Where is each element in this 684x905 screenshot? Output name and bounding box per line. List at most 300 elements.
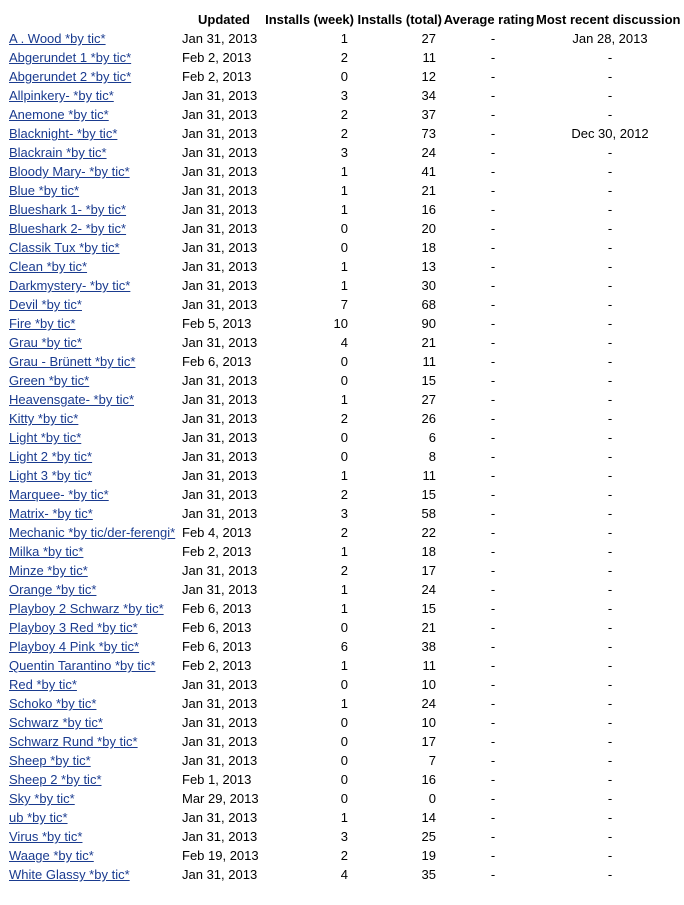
name-cell (6, 561, 178, 580)
theme-link[interactable]: Quentin Tarantino *by tic* (9, 658, 156, 673)
installs-total-cell: 10 (421, 677, 436, 692)
table-row (6, 713, 684, 732)
name-cell (6, 732, 178, 751)
installs-total-cell: 11 (422, 50, 436, 65)
recent-discussion-cell: - (607, 468, 613, 483)
installs-total-cell: 35 (421, 867, 436, 882)
average-rating-cell: - (490, 31, 496, 46)
theme-link[interactable]: Light *by tic* (9, 430, 82, 445)
table-row (6, 447, 684, 466)
recent-discussion-cell: - (607, 430, 613, 445)
table-row (6, 770, 684, 789)
installs-week-cell: 0 (340, 677, 348, 692)
name-cell (6, 542, 178, 561)
installs-week-cell: 2 (340, 411, 348, 426)
updated-cell: Jan 31, 2013 (182, 145, 258, 160)
installs-total-cell: 18 (421, 240, 436, 255)
average-rating-cell: - (490, 449, 496, 464)
updated-cell: Feb 6, 2013 (182, 354, 252, 369)
table-row (6, 466, 684, 485)
recent-discussion-cell: - (607, 88, 613, 103)
theme-link[interactable]: Matrix- *by tic* (9, 506, 93, 521)
average-rating-cell: - (490, 221, 496, 236)
recent-discussion-cell: - (607, 240, 613, 255)
name-cell (6, 162, 178, 181)
recent-discussion-cell: - (607, 563, 613, 578)
installs-total-cell: 20 (421, 221, 436, 236)
updated-cell: Jan 31, 2013 (182, 696, 258, 711)
table-row (6, 732, 684, 751)
average-rating-cell: - (490, 772, 496, 787)
recent-discussion-cell: - (607, 506, 613, 521)
average-rating-cell: - (490, 69, 496, 84)
average-rating-cell: - (490, 145, 496, 160)
name-cell (6, 428, 178, 447)
installs-total-cell: 37 (421, 107, 436, 122)
name-cell (6, 200, 178, 219)
updated-cell: Jan 31, 2013 (182, 107, 258, 122)
recent-discussion-cell: - (607, 221, 613, 236)
recent-discussion-cell: - (607, 411, 613, 426)
name-cell (6, 333, 178, 352)
installs-week-cell: 2 (340, 563, 348, 578)
average-rating-cell: - (490, 487, 496, 502)
table-row (6, 257, 684, 276)
theme-link[interactable]: Schwarz *by tic* (9, 715, 103, 730)
table-row (6, 675, 684, 694)
theme-link[interactable]: Heavensgate- *by tic* (9, 392, 135, 407)
header-installs-total: Installs (total) (357, 12, 442, 27)
theme-link[interactable]: Schoko *by tic* (9, 696, 97, 711)
average-rating-cell: - (490, 392, 496, 407)
table-row (6, 181, 684, 200)
installs-week-cell: 0 (340, 715, 348, 730)
installs-week-cell: 1 (340, 259, 348, 274)
table-header (6, 10, 684, 29)
updated-cell: Jan 31, 2013 (182, 278, 258, 293)
recent-discussion-cell: - (607, 183, 613, 198)
updated-cell: Jan 31, 2013 (182, 126, 258, 141)
updated-cell: Jan 31, 2013 (182, 468, 258, 483)
recent-discussion-cell: - (607, 145, 613, 160)
table-body (6, 29, 684, 884)
installs-week-cell: 0 (340, 354, 348, 369)
updated-cell: Feb 2, 2013 (182, 69, 252, 84)
recent-discussion-cell: - (607, 867, 613, 882)
recent-discussion-cell: - (607, 202, 613, 217)
average-rating-cell: - (490, 791, 496, 806)
installs-total-cell: 17 (421, 734, 436, 749)
installs-total-cell: 19 (421, 848, 436, 863)
recent-discussion-cell: - (607, 392, 613, 407)
name-cell (6, 219, 178, 238)
installs-week-cell: 4 (340, 867, 348, 882)
table-row (6, 67, 684, 86)
average-rating-cell: - (490, 50, 496, 65)
average-rating-cell: - (490, 867, 496, 882)
average-rating-cell: - (490, 126, 496, 141)
installs-week-cell: 1 (340, 582, 348, 597)
name-cell (6, 48, 178, 67)
table-row (6, 86, 684, 105)
updated-cell: Feb 2, 2013 (182, 544, 252, 559)
theme-link[interactable]: Grau - Brünett *by tic* (9, 354, 136, 369)
average-rating-cell: - (490, 563, 496, 578)
table-row (6, 694, 684, 713)
installs-week-cell: 1 (340, 202, 348, 217)
installs-total-cell: 21 (421, 620, 436, 635)
theme-link[interactable]: Mechanic *by tic/der-ferengi* (9, 525, 176, 540)
average-rating-cell: - (490, 183, 496, 198)
installs-total-cell: 7 (428, 753, 436, 768)
theme-link[interactable]: Kitty *by tic* (9, 411, 79, 426)
installs-total-cell: 15 (421, 487, 436, 502)
theme-link[interactable]: Clean *by tic* (9, 259, 88, 274)
header-name (6, 10, 178, 29)
installs-week-cell: 2 (340, 107, 348, 122)
header-updated: Updated (198, 12, 250, 27)
updated-cell: Jan 31, 2013 (182, 202, 258, 217)
updated-cell: Jan 31, 2013 (182, 867, 258, 882)
theme-link[interactable]: Waage *by tic* (9, 848, 94, 863)
updated-cell: Jan 31, 2013 (182, 734, 258, 749)
average-rating-cell: - (490, 506, 496, 521)
installs-week-cell: 2 (340, 525, 348, 540)
name-cell (6, 447, 178, 466)
theme-link[interactable]: Bloody Mary- *by tic* (9, 164, 130, 179)
name-cell (6, 751, 178, 770)
name-cell (6, 846, 178, 865)
installs-total-cell: 34 (421, 88, 436, 103)
updated-cell: Jan 31, 2013 (182, 677, 258, 692)
updated-cell: Jan 31, 2013 (182, 449, 258, 464)
table-row (6, 276, 684, 295)
updated-cell: Feb 2, 2013 (182, 50, 252, 65)
average-rating-cell: - (490, 468, 496, 483)
updated-cell: Jan 31, 2013 (182, 259, 258, 274)
recent-discussion-cell: - (607, 278, 613, 293)
theme-link[interactable]: Darkmystery- *by tic* (9, 278, 131, 293)
installs-total-cell: 21 (421, 335, 436, 350)
installs-total-cell: 27 (421, 31, 436, 46)
recent-discussion-cell: - (607, 50, 613, 65)
theme-link[interactable]: White Glassy *by tic* (9, 867, 130, 882)
theme-link[interactable]: Marquee- *by tic* (9, 487, 109, 502)
table-row (6, 219, 684, 238)
theme-link[interactable]: Orange *by tic* (9, 582, 97, 597)
installs-total-cell: 15 (421, 373, 436, 388)
average-rating-cell: - (490, 544, 496, 559)
table-row (6, 428, 684, 447)
table-row (6, 295, 684, 314)
installs-week-cell: 0 (340, 772, 348, 787)
name-cell (6, 352, 178, 371)
recent-discussion-cell: Jan 28, 2013 (572, 31, 648, 46)
average-rating-cell: - (490, 202, 496, 217)
installs-total-cell: 38 (421, 639, 436, 654)
installs-total-cell: 13 (421, 259, 436, 274)
table-row (6, 561, 684, 580)
name-cell (6, 143, 178, 162)
average-rating-cell: - (490, 639, 496, 654)
average-rating-cell: - (490, 164, 496, 179)
table-row (6, 504, 684, 523)
average-rating-cell: - (490, 373, 496, 388)
themes-table (6, 10, 684, 884)
installs-week-cell: 1 (340, 31, 348, 46)
name-cell (6, 618, 178, 637)
table-row (6, 105, 684, 124)
name-cell (6, 789, 178, 808)
recent-discussion-cell: - (607, 449, 613, 464)
average-rating-cell: - (490, 620, 496, 635)
installs-total-cell: 11 (422, 468, 436, 483)
updated-cell: Jan 31, 2013 (182, 753, 258, 768)
updated-cell: Jan 31, 2013 (182, 487, 258, 502)
average-rating-cell: - (490, 278, 496, 293)
name-cell (6, 181, 178, 200)
installs-total-cell: 16 (421, 772, 436, 787)
theme-link[interactable]: Playboy 3 Red *by tic* (9, 620, 138, 635)
installs-total-cell: 14 (421, 810, 436, 825)
installs-total-cell: 21 (421, 183, 436, 198)
recent-discussion-cell: - (607, 677, 613, 692)
table-row (6, 143, 684, 162)
theme-link[interactable]: Allpinkery- *by tic* (9, 88, 114, 103)
recent-discussion-cell: - (607, 829, 613, 844)
table-row (6, 580, 684, 599)
table-row (6, 333, 684, 352)
installs-week-cell: 1 (340, 164, 348, 179)
updated-cell: Jan 31, 2013 (182, 715, 258, 730)
table-row (6, 865, 684, 884)
updated-cell: Jan 31, 2013 (182, 582, 258, 597)
recent-discussion-cell: - (607, 69, 613, 84)
average-rating-cell: - (490, 753, 496, 768)
theme-link[interactable]: Abgerundet 1 *by tic* (9, 50, 132, 65)
average-rating-cell: - (490, 240, 496, 255)
recent-discussion-cell: - (607, 335, 613, 350)
recent-discussion-cell: - (607, 715, 613, 730)
installs-week-cell: 2 (340, 50, 348, 65)
theme-link[interactable]: Sheep 2 *by tic* (9, 772, 102, 787)
installs-total-cell: 18 (421, 544, 436, 559)
table-row (6, 29, 684, 48)
name-cell (6, 29, 178, 48)
recent-discussion-cell: - (607, 259, 613, 274)
theme-link[interactable]: Blueshark 1- *by tic* (9, 202, 127, 217)
theme-link[interactable]: Anemone *by tic* (9, 107, 109, 122)
table-row (6, 751, 684, 770)
name-cell (6, 124, 178, 143)
installs-total-cell: 73 (421, 126, 436, 141)
name-cell (6, 599, 178, 618)
recent-discussion-cell: Dec 30, 2012 (571, 126, 649, 141)
average-rating-cell: - (490, 677, 496, 692)
theme-link[interactable]: Playboy 2 Schwarz *by tic* (9, 601, 164, 616)
table-row (6, 618, 684, 637)
table-row (6, 371, 684, 390)
installs-week-cell: 1 (340, 810, 348, 825)
name-cell (6, 409, 178, 428)
theme-link[interactable]: Light 3 *by tic* (9, 468, 93, 483)
theme-link[interactable]: Red *by tic* (9, 677, 77, 692)
recent-discussion-cell: - (607, 601, 613, 616)
updated-cell: Jan 31, 2013 (182, 430, 258, 445)
updated-cell: Jan 31, 2013 (182, 240, 258, 255)
updated-cell: Jan 31, 2013 (182, 810, 258, 825)
name-cell (6, 105, 178, 124)
table-row (6, 238, 684, 257)
theme-link[interactable]: Virus *by tic* (9, 829, 83, 844)
recent-discussion-cell: - (607, 544, 613, 559)
installs-week-cell: 3 (340, 88, 348, 103)
name-cell (6, 504, 178, 523)
theme-link[interactable]: Light 2 *by tic* (9, 449, 93, 464)
name-cell (6, 314, 178, 333)
theme-link[interactable]: Schwarz Rund *by tic* (9, 734, 138, 749)
installs-total-cell: 25 (421, 829, 436, 844)
recent-discussion-cell: - (607, 810, 613, 825)
name-cell (6, 257, 178, 276)
table-row (6, 542, 684, 561)
theme-link[interactable]: ub *by tic* (9, 810, 68, 825)
table-row (6, 390, 684, 409)
recent-discussion-cell: - (607, 487, 613, 502)
installs-week-cell: 6 (340, 639, 348, 654)
installs-total-cell: 68 (421, 297, 436, 312)
name-cell (6, 295, 178, 314)
recent-discussion-cell: - (607, 658, 613, 673)
installs-total-cell: 26 (421, 411, 436, 426)
table-row (6, 637, 684, 656)
average-rating-cell: - (490, 88, 496, 103)
recent-discussion-cell: - (607, 696, 613, 711)
updated-cell: Jan 31, 2013 (182, 411, 258, 426)
recent-discussion-cell: - (607, 107, 613, 122)
installs-week-cell: 1 (340, 392, 348, 407)
updated-cell: Jan 31, 2013 (182, 221, 258, 236)
average-rating-cell: - (490, 107, 496, 122)
table-row (6, 827, 684, 846)
installs-total-cell: 90 (421, 316, 436, 331)
updated-cell: Jan 31, 2013 (182, 164, 258, 179)
theme-link[interactable]: Playboy 4 Pink *by tic* (9, 639, 140, 654)
theme-link[interactable]: Classik Tux *by tic* (9, 240, 120, 255)
name-cell (6, 371, 178, 390)
theme-link[interactable]: A . Wood *by tic* (9, 31, 106, 46)
recent-discussion-cell: - (607, 373, 613, 388)
name-cell (6, 637, 178, 656)
installs-total-cell: 17 (421, 563, 436, 578)
table-row (6, 352, 684, 371)
installs-total-cell: 0 (428, 791, 436, 806)
installs-total-cell: 8 (428, 449, 436, 464)
updated-cell: Mar 29, 2013 (182, 791, 259, 806)
installs-week-cell: 0 (340, 373, 348, 388)
installs-week-cell: 1 (340, 696, 348, 711)
table-row (6, 200, 684, 219)
theme-link[interactable]: Minze *by tic* (9, 563, 88, 578)
recent-discussion-cell: - (607, 639, 613, 654)
updated-cell: Feb 19, 2013 (182, 848, 259, 863)
table-row (6, 162, 684, 181)
installs-total-cell: 30 (421, 278, 436, 293)
header-row (6, 10, 684, 29)
theme-link[interactable]: Grau *by tic* (9, 335, 82, 350)
updated-cell: Jan 31, 2013 (182, 392, 258, 407)
name-cell (6, 675, 178, 694)
table-row (6, 485, 684, 504)
installs-week-cell: 2 (340, 848, 348, 863)
theme-link[interactable]: Green *by tic* (9, 373, 90, 388)
installs-week-cell: 7 (340, 297, 348, 312)
recent-discussion-cell: - (607, 582, 613, 597)
name-cell (6, 485, 178, 504)
table-row (6, 789, 684, 808)
average-rating-cell: - (490, 582, 496, 597)
installs-week-cell: 2 (340, 487, 348, 502)
installs-week-cell: 0 (340, 449, 348, 464)
theme-link[interactable]: Blackrain *by tic* (9, 145, 107, 160)
recent-discussion-cell: - (607, 620, 613, 635)
theme-link[interactable]: Devil *by tic* (9, 297, 82, 312)
theme-link[interactable]: Blue *by tic* (9, 183, 80, 198)
installs-week-cell: 1 (340, 658, 348, 673)
average-rating-cell: - (490, 354, 496, 369)
updated-cell: Jan 31, 2013 (182, 297, 258, 312)
installs-total-cell: 24 (421, 582, 436, 597)
header-average-rating: Average rating (443, 12, 535, 27)
average-rating-cell: - (490, 848, 496, 863)
theme-link[interactable]: Abgerundet 2 *by tic* (9, 69, 132, 84)
installs-total-cell: 41 (421, 164, 436, 179)
theme-link[interactable]: Blueshark 2- *by tic* (9, 221, 127, 236)
installs-week-cell: 0 (340, 753, 348, 768)
table-row (6, 124, 684, 143)
installs-week-cell: 1 (340, 544, 348, 559)
name-cell (6, 67, 178, 86)
installs-total-cell: 10 (421, 715, 436, 730)
installs-week-cell: 0 (340, 240, 348, 255)
average-rating-cell: - (490, 411, 496, 426)
theme-link[interactable]: Fire *by tic* (9, 316, 76, 331)
header-installs-week: Installs (week) (265, 12, 354, 27)
table-row (6, 523, 684, 542)
average-rating-cell: - (490, 525, 496, 540)
installs-week-cell: 0 (340, 221, 348, 236)
updated-cell: Jan 31, 2013 (182, 335, 258, 350)
recent-discussion-cell: - (607, 772, 613, 787)
theme-link[interactable]: Sheep *by tic* (9, 753, 91, 768)
installs-week-cell: 1 (340, 278, 348, 293)
updated-cell: Jan 31, 2013 (182, 88, 258, 103)
theme-link[interactable]: Sky *by tic* (9, 791, 75, 806)
theme-link[interactable]: Milka *by tic* (9, 544, 84, 559)
header-recent-discussion: Most recent discussion (536, 12, 681, 27)
updated-cell: Feb 2, 2013 (182, 658, 252, 673)
recent-discussion-cell: - (607, 848, 613, 863)
installs-total-cell: 15 (421, 601, 436, 616)
installs-total-cell: 24 (421, 145, 436, 160)
installs-week-cell: 0 (340, 791, 348, 806)
theme-link[interactable]: Blacknight- *by tic* (9, 126, 118, 141)
updated-cell: Feb 6, 2013 (182, 601, 252, 616)
name-cell (6, 238, 178, 257)
installs-week-cell: 0 (340, 430, 348, 445)
installs-week-cell: 3 (340, 829, 348, 844)
table-row (6, 846, 684, 865)
